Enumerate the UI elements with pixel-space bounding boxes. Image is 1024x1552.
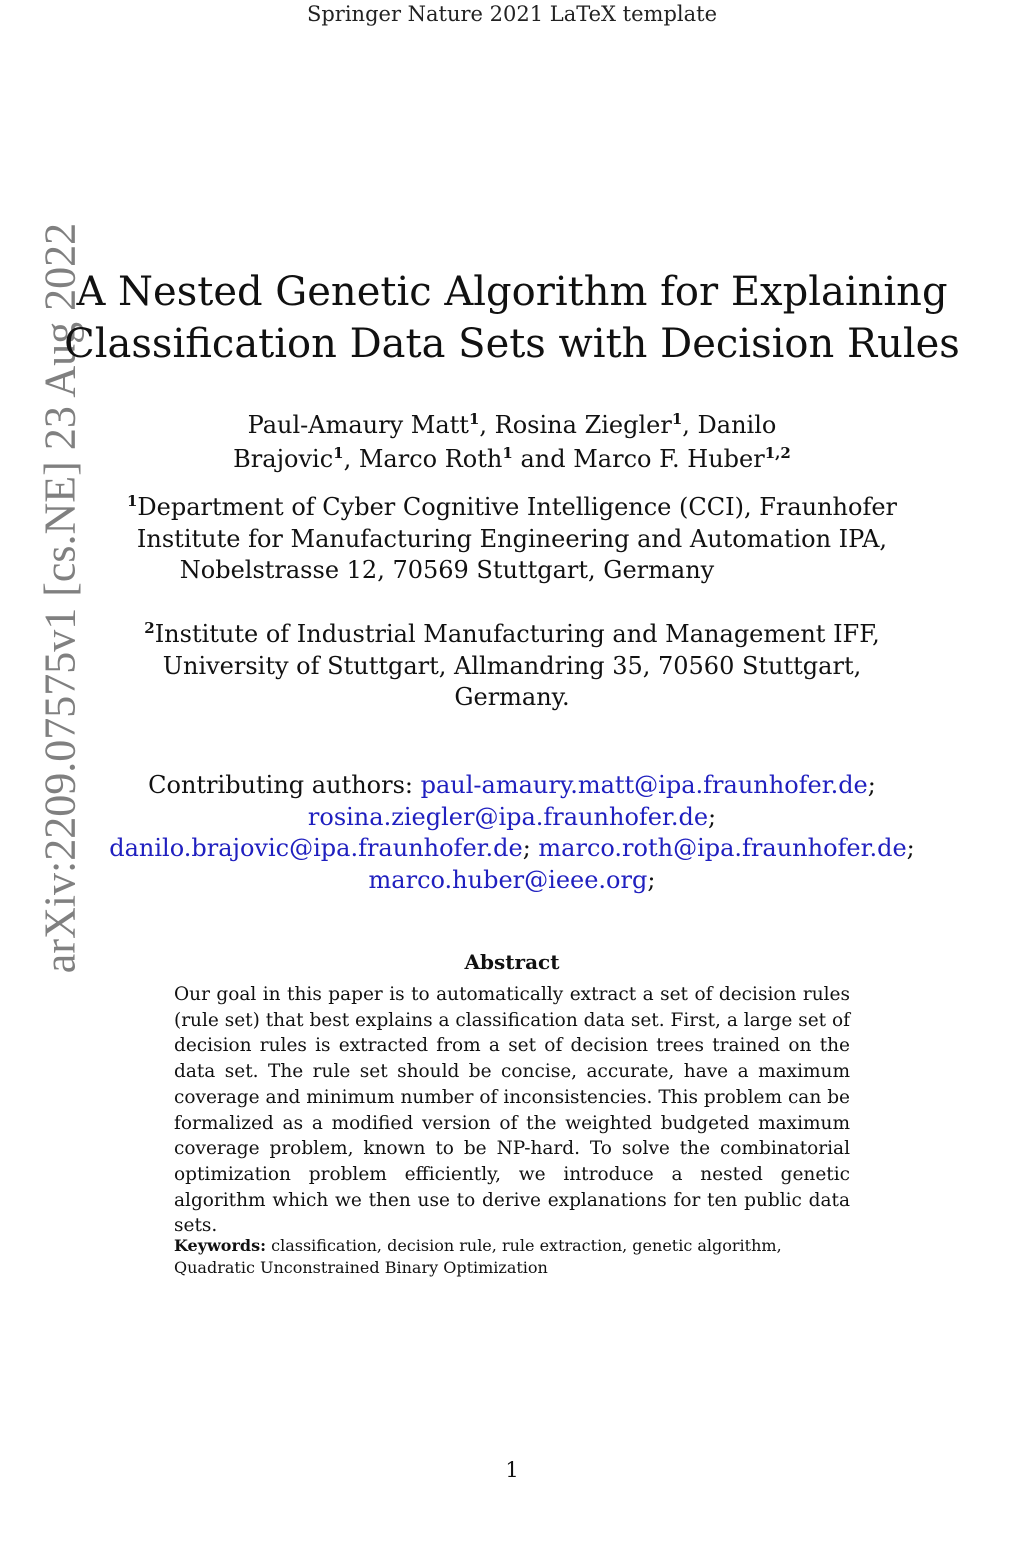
affiliation-mark: 2 [144, 619, 155, 637]
arxiv-identifier: arXiv:2209.07575v1 [cs.NE] 23 Aug 2022 [35, 222, 85, 974]
running-head: Springer Nature 2021 LaTeX template [306, 2, 718, 26]
contributing-label: Contributing authors: [148, 771, 413, 799]
affiliation-mark: 1 [126, 492, 138, 510]
affiliation-2-line-1 [0, 619, 1024, 651]
affiliation-2-line-2: University of Stuttgart, Allmandring 35, 70560 Stuttgart, [162, 651, 862, 680]
paper-title [0, 266, 1024, 370]
author-affiliation-mark: 1 [333, 444, 344, 462]
abstract-text: Our goal in this paper is to automatically extract a set of decision rules (rule set) that best explains a classification data set. First, a large set of decision rules is extracted from a set of decision trees trained on the data set. The rule set should be concise, accurate, have a maximum coverage and minimum number of inconsistencies. This problem can be formalized as a modified version of the weighted budgeted maximum coverage problem, known to be NP-hard. To solve the combinatorial optimization problem efficiently, we introduce a nested genetic algorithm which we then use to derive explanations for ten public data sets. [174, 984, 850, 1237]
affiliation-1-line-3: Nobelstrasse 12, 70569 Stuttgart, Germany [179, 556, 715, 584]
author-name: Brajovic [233, 445, 334, 473]
affiliation-text: Department of Cyber Cognitive Intelligence (CCI), Fraunhofer [137, 493, 898, 521]
contributing-line-1: Contributing authors: paul-amaury.matt@ipa.fraunhofer.de; [148, 771, 876, 799]
email-link-huber[interactable]: marco.huber@ieee.org [368, 865, 648, 894]
contributing-line-3: danilo.brajovic@ipa.fraunhofer.de; marco.roth@ipa.fraunhofer.de; [109, 834, 915, 862]
affiliation-2-line-3: Germany. [454, 683, 570, 711]
author-affiliation-mark: 1 [468, 410, 480, 428]
email-link-ziegler[interactable]: rosina.ziegler@ipa.fraunhofer.de [307, 802, 709, 831]
keywords-text: classification, decision rule, rule extraction, genetic algorithm, Quadratic Unconstrained Binary Optimization [174, 1236, 782, 1277]
keywords-label: Keywords: [174, 1236, 267, 1255]
contributing-line-2: rosina.ziegler@ipa.fraunhofer.de; [307, 802, 717, 831]
author-line-1: Paul-Amaury Matt$^1$, Rosina Ziegler$^1$, Danilo [247, 410, 777, 439]
author-name: Rosina Ziegler [494, 411, 672, 439]
contributing-line-4: marco.huber@ieee.org; [368, 865, 656, 894]
affiliation-2 [0, 619, 1024, 714]
title-line-1: A Nested Genetic Algorithm for Explaining [76, 269, 948, 315]
author-affiliation-mark: 1 [502, 444, 513, 462]
author-name: Marco Roth [358, 445, 503, 473]
email-link-matt[interactable]: paul-amaury.matt@ipa.fraunhofer.de [420, 771, 868, 799]
author-affiliation-mark: 1 [671, 410, 683, 428]
author-list [0, 408, 1024, 476]
contributing-authors [0, 770, 1024, 896]
keywords [174, 1235, 850, 1279]
author-conjunction: and [520, 445, 566, 473]
affiliation-text: Institute of Industrial Manufacturing and Management IFF, [154, 620, 880, 648]
author-name: Marco F. Huber [573, 445, 765, 473]
affiliation-1-line-1 [0, 492, 1024, 524]
author-affiliation-mark: 1,2 [764, 444, 791, 462]
author-name: Paul-Amaury Matt [247, 411, 469, 439]
page-number: 1 [505, 1458, 519, 1482]
affiliation-1 [0, 492, 1024, 587]
email-link-brajovic[interactable]: danilo.brajovic@ipa.fraunhofer.de [109, 834, 523, 862]
author-name: Danilo [697, 411, 777, 439]
affiliation-1-line-2: Institute for Manufacturing Engineering and Automation IPA, [136, 524, 888, 553]
title-line-2: Classification Data Sets with Decision Rules [64, 321, 960, 367]
abstract-heading: Abstract [464, 950, 560, 974]
email-link-roth[interactable]: marco.roth@ipa.fraunhofer.de [538, 834, 907, 862]
author-line-2: Brajovic$^1$, Marco Roth$^1$ and Marco F. Huber$^{1,2}$ [233, 444, 791, 473]
